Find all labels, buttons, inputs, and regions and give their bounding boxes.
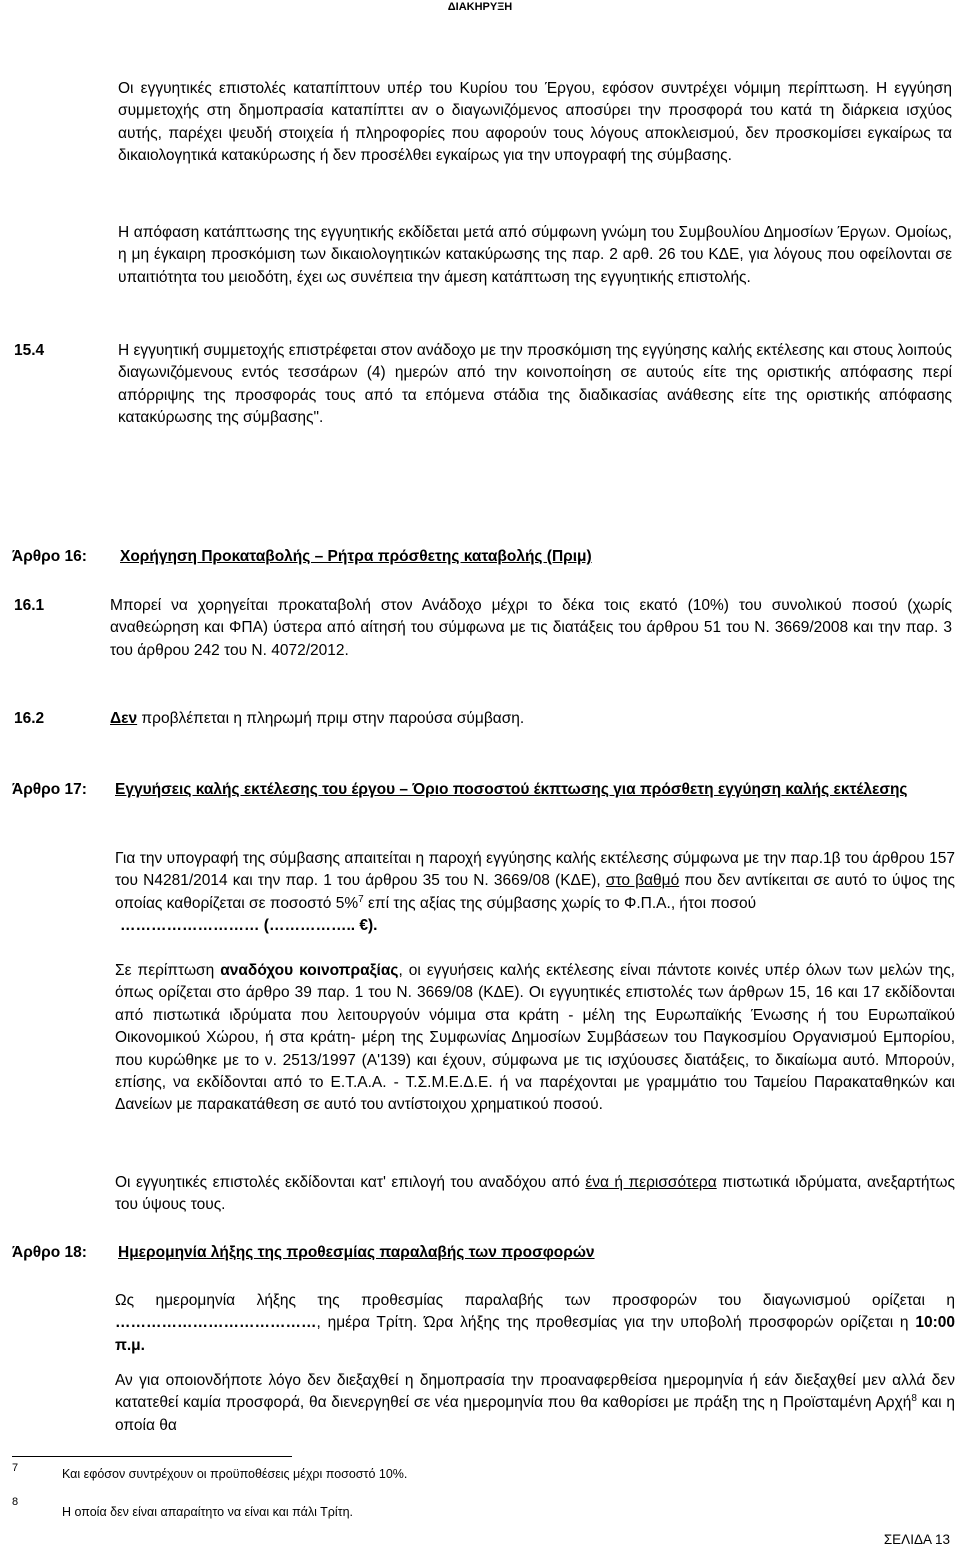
footnote-text-8: Η οποία δεν είναι απαραίτητο να είναι και πάλι Τρίτη.: [62, 1505, 354, 1519]
article-17-label: Άρθρο 17:: [12, 781, 87, 798]
section-16-2-rest: προβλέπεται η πληρωμή πριμ στην παρούσα σύμβαση.: [137, 710, 525, 727]
article-16-label: Άρθρο 16:: [12, 548, 87, 565]
amount-placeholder: ……………………… (…………….. €).: [120, 917, 378, 935]
section-number-16-1: 16.1: [14, 597, 45, 614]
article-17-issuers-paragraph: [115, 1172, 955, 1217]
text-run: Οι εγγυητικές επιστολές εκδίδονται κατ' επιλογή του αναδόχου από: [115, 1174, 586, 1191]
text-run-underlined: στο βαθμό: [605, 872, 680, 890]
forfeiture-decision-paragraph: Η απόφαση κατάπτωσης της εγγυητικής εκδίδεται μετά από σύμφωνη γνώμη του Συμβουλίου Δημοσίων Έργων. Ομοίως, η μη έγκαιρη προσκόμιση των δικαιολογητικών κατακύρωσης της παρ. 2 αρθ. 26 του ΚΔΕ, για λόγους που οφείλονται σε υπαιτιότητα του μειοδότη, έχει ως συνέπεια την άμεση κατάπτωση της εγγυητικής επιστολής.: [118, 224, 952, 286]
text-run: επί της αξίας της σύμβασης χωρίς το Φ.Π.Α., ήτοι ποσού: [363, 894, 757, 912]
date-placeholder: …………………………………: [115, 1314, 317, 1332]
footnote-ref-7[interactable]: 7: [358, 893, 364, 905]
article-17-guarantee-paragraph: [115, 848, 955, 938]
section-16-2-emphasis: Δεν: [110, 710, 138, 727]
article-18-label: Άρθρο 18:: [12, 1244, 87, 1261]
footnote-text-7: Και εφόσον συντρέχουν οι προϋποθέσεις μέχρι ποσοστό 10%.: [62, 1467, 408, 1481]
footnote-divider: [12, 1456, 292, 1457]
footnote-ref-8[interactable]: 8: [911, 1393, 917, 1405]
section-16-2-text: [110, 708, 952, 730]
text-run: πιστωτικά ιδρύματα, ανεξαρτήτως του ύψους τους.: [115, 1174, 955, 1214]
article-18-postponement-paragraph: [115, 1370, 955, 1437]
text-run: που δεν αντίκειται σε αυτό το ύψος της οποίας καθορίζεται σε ποσοστό 5%: [115, 872, 955, 912]
section-number-16-2: 16.2: [14, 710, 45, 727]
text-run: και η οποία θα: [115, 1394, 955, 1434]
footnote-mark-7: 7: [12, 1462, 19, 1474]
page-number: ΣΕΛΙΔΑ 13: [883, 1532, 950, 1547]
section-number-15-4: 15.4: [14, 342, 45, 359]
article-17-joint-venture-paragraph: [115, 960, 955, 1117]
document-header: ΔΙΑΚΗΡΥΞΗ: [447, 1, 513, 13]
deadline-time: 10:00 π.μ.: [115, 1314, 955, 1354]
article-16-title: Χορήγηση Προκαταβολής – Ρήτρα πρόσθετης καταβολής (Πριμ): [120, 548, 592, 565]
article-18-deadline-paragraph: [115, 1290, 955, 1357]
text-run: , ημέρα Τρίτη. Ώρα λήξης της προθεσμίας για την υποβολή προσφορών ορίζεται η: [316, 1314, 916, 1332]
article-17-title: Εγγυήσεις καλής εκτέλεσης του έργου – Όριο ποσοστού έκπτωσης για πρόσθετη εγγύηση καλής εκτέλεσης: [115, 781, 908, 798]
text-run: Ως ημερομηνία λήξης της προθεσμίας παραλαβής των προσφορών του διαγωνισμού ορίζεται η: [115, 1292, 955, 1309]
article-18-title: Ημερομηνία λήξης της προθεσμίας παραλαβής των προσφορών: [118, 1244, 595, 1261]
forfeiture-paragraph: Οι εγγυητικές επιστολές καταπίπτουν υπέρ του Κυρίου του Έργου, εφόσον συντρέχει νόμιμη περίπτωση. Η εγγύηση συμμετοχής στη δημοπρασία καταπίπτει αν ο διαγωνιζόμενος αποσύρει την προσφορά του κατά τη διάρκεια ισχύος αυτής, παρέχει ψευδή στοιχεία ή πληροφορίες που αφορούν τους λόγους αποκλεισμού, δεν προσκομίσει εγκαίρως τα δικαιολογητικά κατακύρωσης ή δεν προσέλθει εγκαίρως για την υπογραφή της σύμβασης.: [118, 80, 952, 165]
text-run-bold: αναδόχου κοινοπραξίας: [220, 962, 399, 979]
footnote-mark-8: 8: [12, 1496, 19, 1508]
section-15-4-text: Η εγγυητική συμμετοχής επιστρέφεται στον ανάδοχο με την προσκόμιση της εγγύησης καλής εκτέλεσης και στους λοιπούς διαγωνιζόμενους εντός τεσσάρων (4) ημερών από την κοινοποίηση σε αυτούς είτε της οριστικής απόφασης περί απόρριψης της προσφοράς τους από τα επόμενα στάδια της διαδικασίας ανάθεσης είτε της οριστικής απόφασης κατακύρωσης της σύμβασης".: [118, 342, 952, 427]
section-16-1-text: Μπορεί να χορηγείται προκαταβολή στον Ανάδοχο μέχρι το δέκα τοις εκατό (10%) του συνολικού ποσού (χωρίς αναθεώρηση και ΦΠΑ) ύστερα από αίτησή του σύμφωνα με τις διατάξεις του άρθρου 51 του Ν. 3669/2008 και την παρ. 3 του άρθρου 242 του Ν. 4072/2012.: [110, 597, 952, 659]
text-run: , οι εγγυήσεις καλής εκτέλεσης είναι πάντοτε κοινές υπέρ όλων των μελών της, όπως ορίζεται στο άρθρο 39 παρ. 1 του Ν. 3669/08 (ΚΔΕ). Οι εγγυητικές επιστολές των άρθρων 15, 16 και 17 εκδίδονται από πιστωτικά ιδρύματα που λειτουργούν νόμιμα στα κράτη - μέλη της Ευρωπαϊκής Ένωσης ή του Ευρωπαϊκού Οικονομικού Χώρου, ή στα κράτη- μέρη της Συμφωνίας Δημοσίων Συμβάσεων του Παγκοσμίου Οργανισμού Εμπορίου, που κυρώθηκε με το ν. 2513/1997 (Α'139) και έχουν, σύμφωνα με τις ισχύουσες διατάξεις, το δικαίωμα αυτό. Μπορούν, επίσης, να εκδίδονται από το Ε.Τ.Α.Α. - Τ.Σ.Μ.Ε.Δ.Ε. ή να παρέχονται με γραμμάτιο του Ταμείου Παρακαταθηκών και Δανείων με παρακατάθεση σε αυτό του αντίστοιχου χρηματικού ποσού.: [115, 962, 955, 1114]
text-run: Σε περίπτωση: [115, 962, 221, 979]
text-run: Για την υπογραφή της σύμβασης απαιτείται η παροχή εγγύησης καλής εκτέλεσης σύμφωνα με την παρ.1β του άρθρου 157 του Ν4281/2014 και την παρ. 1 του άρθρου 35 του Ν. 3669/08 (ΚΔΕ),: [115, 850, 955, 890]
text-run: Αν για οποιονδήποτε λόγο δεν διεξαχθεί η δημοπρασία την προαναφερθείσα ημερομηνία ή εάν διεξαχθεί μεν αλλά δεν κατατεθεί καμία προσφορά, θα διενεργηθεί σε νέα ημερομηνία που θα καθορίσει με πράξη της η Προϊσταμένη Αρχή: [115, 1372, 955, 1412]
text-run-underlined: ένα ή περισσότερα: [585, 1174, 717, 1191]
